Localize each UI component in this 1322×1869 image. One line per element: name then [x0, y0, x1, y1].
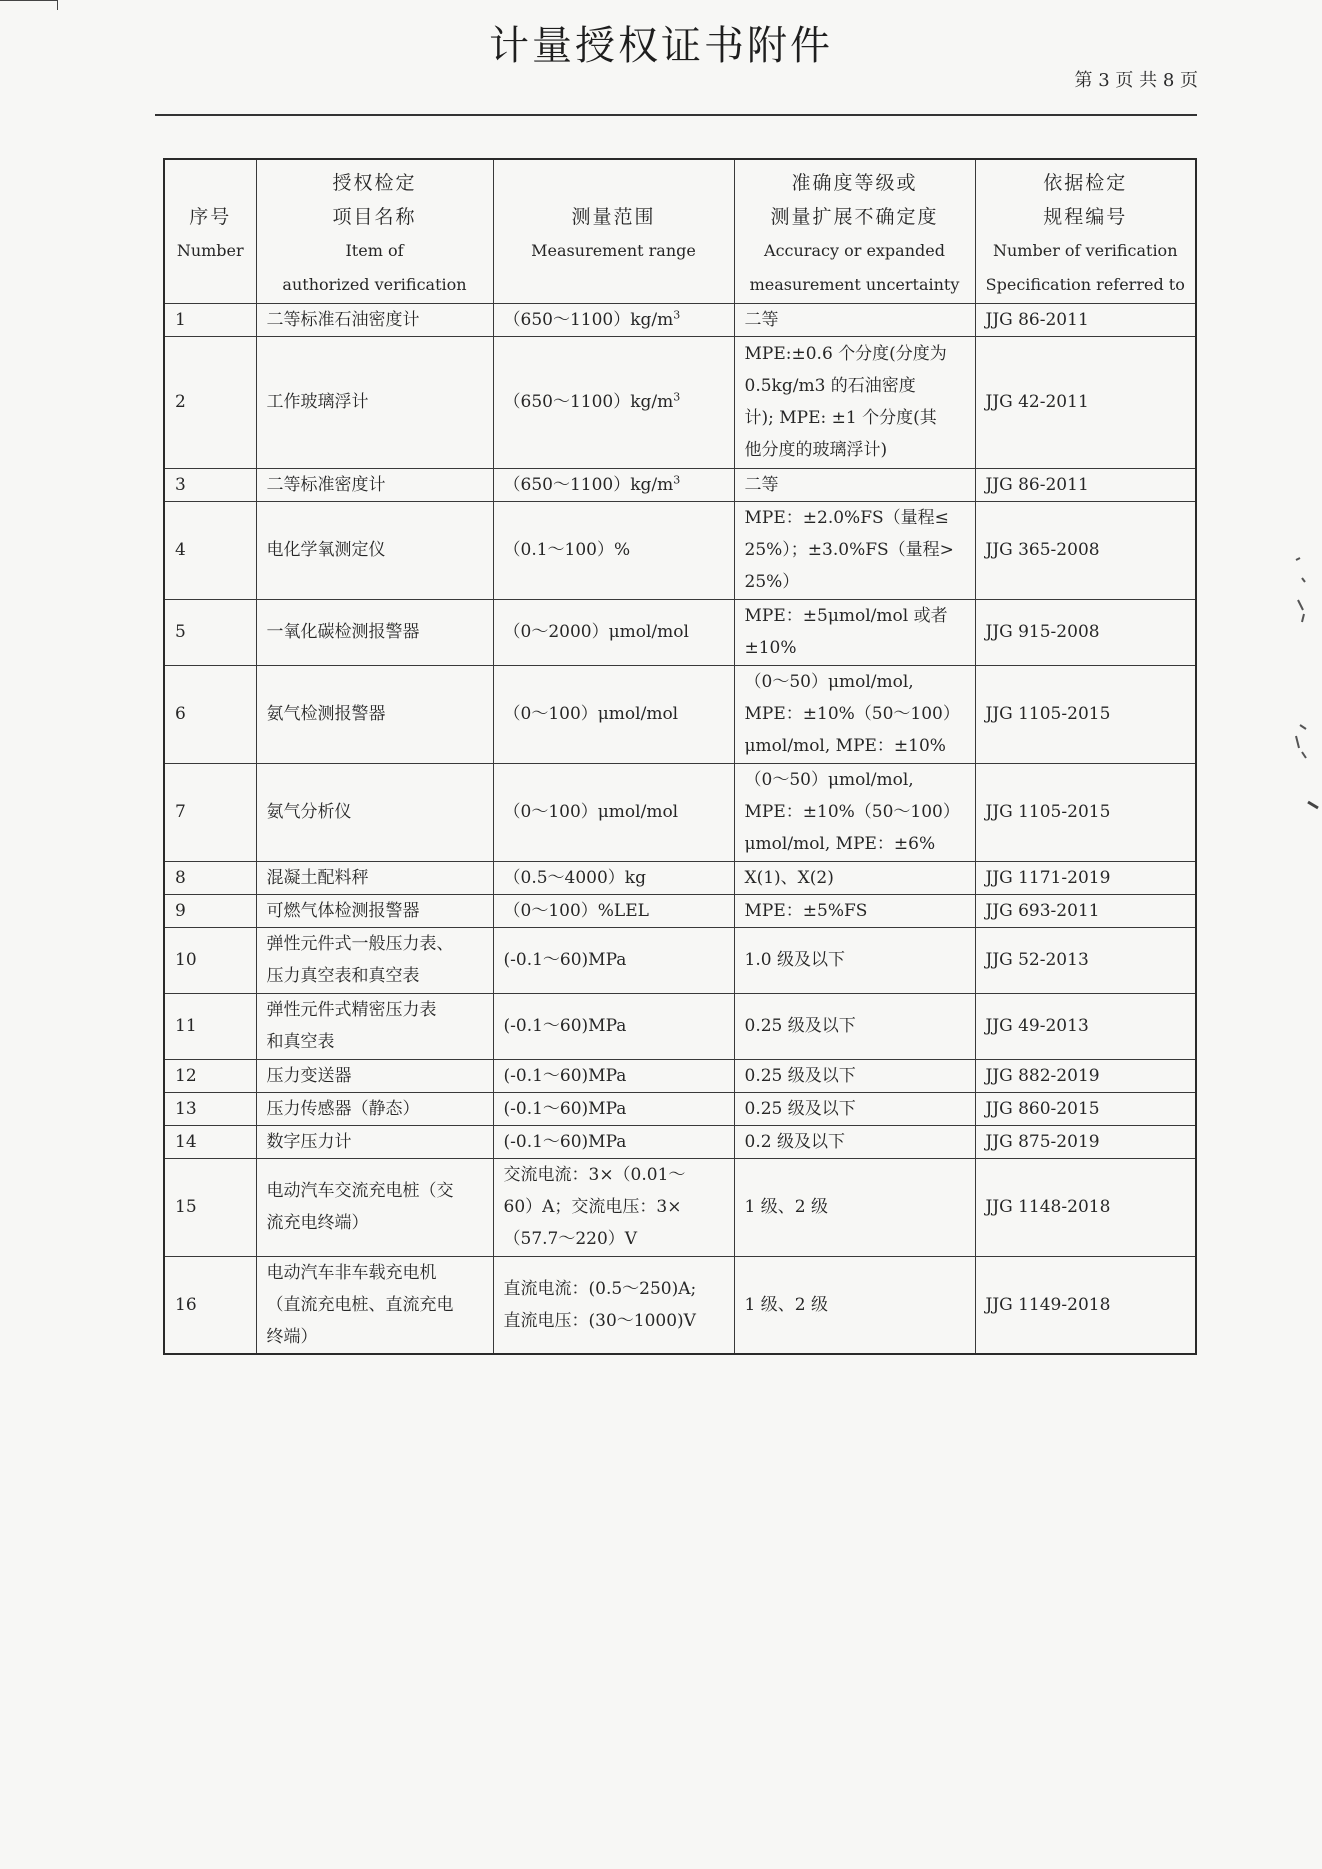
cell-item: 弹性元件式一般压力表、 压力真空表和真空表: [256, 927, 493, 993]
cell-range-text: （650～1100）kg/m: [503, 474, 674, 495]
document-title: 计量授权证书附件: [489, 23, 833, 69]
cell-spec: JJG 915-2008: [975, 599, 1196, 665]
cell-accuracy: MPE：±5%FS: [734, 894, 975, 927]
table-row: [164, 336, 1196, 468]
cell-item: 电化学氧测定仪: [256, 501, 493, 599]
header-number: [164, 159, 256, 303]
cell-range-text: （650～1100）kg/m: [503, 309, 674, 330]
table-header-row: [164, 159, 1196, 303]
cell-accuracy: 0.25 级及以下: [734, 993, 975, 1059]
cell-range: [493, 861, 734, 894]
cell-item: 工作玻璃浮计: [256, 336, 493, 468]
cell-accuracy: MPE:±0.6 个分度(分度为 0.5kg/m3 的石油密度 计); MPE: ±1 个分度(其 他分度的玻璃浮计): [734, 336, 975, 468]
header-accuracy: [734, 159, 975, 303]
cell-spec: JJG 875-2019: [975, 1125, 1196, 1158]
cell-range: [493, 763, 734, 861]
cell-item: 压力传感器（静态）: [256, 1092, 493, 1125]
cell-number: 15: [164, 1158, 256, 1256]
header-range-cn: 测量范围: [571, 206, 656, 229]
header-item: [256, 159, 493, 303]
cell-spec: JJG 1105-2015: [975, 763, 1196, 861]
cell-number: 11: [164, 993, 256, 1059]
authorization-table: [163, 158, 1197, 1355]
header-spec: [975, 159, 1196, 303]
cell-item: 电动汽车交流充电桩（交 流充电终端）: [256, 1158, 493, 1256]
cell-spec: JJG 86-2011: [975, 468, 1196, 501]
cell-spec: JJG 1149-2018: [975, 1256, 1196, 1354]
cell-number: 10: [164, 927, 256, 993]
cell-spec: JJG 693-2011: [975, 894, 1196, 927]
table-row: [164, 763, 1196, 861]
table-row: [164, 501, 1196, 599]
cell-spec: JJG 860-2015: [975, 1092, 1196, 1125]
cell-range-text: （0～100）μmol/mol: [503, 704, 679, 724]
cell-range: [493, 993, 734, 1059]
table-row: [164, 468, 1196, 501]
cell-number: 16: [164, 1256, 256, 1354]
cell-number: 7: [164, 763, 256, 861]
table-row: [164, 1256, 1196, 1354]
cell-range-text: (-0.1～60)MPa: [503, 1098, 627, 1119]
cell-accuracy: MPE：±2.0%FS（量程≤ 25%）；±3.0%FS（量程> 25%）: [734, 501, 975, 599]
cell-range-text: （650～1100）kg/m: [503, 392, 674, 412]
cell-number: 14: [164, 1125, 256, 1158]
cell-spec: JJG 42-2011: [975, 336, 1196, 468]
cell-range: [493, 1125, 734, 1158]
header-number-cn: 序号: [189, 206, 232, 229]
cell-item: 氨气检测报警器: [256, 665, 493, 763]
scan-corner-tick: [57, 0, 58, 10]
cell-range: [493, 894, 734, 927]
cell-range-sup: 3: [673, 307, 681, 321]
table-row: [164, 1125, 1196, 1158]
cell-range: [493, 1092, 734, 1125]
cell-range: [493, 665, 734, 763]
cell-spec: JJG 1171-2019: [975, 861, 1196, 894]
table-row: [164, 894, 1196, 927]
cell-accuracy: X(1)、X(2): [734, 861, 975, 894]
header-spec-en: Number of verification Specification referred to: [985, 241, 1185, 295]
cell-range-text: (-0.1～60)MPa: [503, 950, 627, 970]
cell-range: [493, 599, 734, 665]
cell-accuracy: 0.25 级及以下: [734, 1092, 975, 1125]
cell-accuracy: 二等: [734, 468, 975, 501]
cell-range-text: 交流电流：3×（0.01～ 60）A；交流电压：3× （57.7～220）V: [503, 1165, 686, 1249]
cell-spec: JJG 1148-2018: [975, 1158, 1196, 1256]
cell-item: 二等标准密度计: [256, 468, 493, 501]
cell-range: [493, 303, 734, 336]
cell-accuracy: （0～50）μmol/mol, MPE：±10%（50～100） μmol/mol, MPE：±6%: [734, 763, 975, 861]
cell-range-sup: 3: [673, 390, 681, 404]
cell-accuracy: 二等: [734, 303, 975, 336]
cell-accuracy: 0.25 级及以下: [734, 1059, 975, 1092]
cell-accuracy: 0.2 级及以下: [734, 1125, 975, 1158]
cell-range: [493, 1059, 734, 1092]
cell-accuracy: MPE：±5μmol/mol 或者 ±10%: [734, 599, 975, 665]
page-indicator: 第 3 页 共 8 页: [1074, 70, 1198, 91]
cell-number: 8: [164, 861, 256, 894]
table-row: [164, 861, 1196, 894]
cell-number: 3: [164, 468, 256, 501]
table-row: [164, 1158, 1196, 1256]
cell-accuracy: （0～50）μmol/mol, MPE：±10%（50～100） μmol/mol, MPE：±10%: [734, 665, 975, 763]
cell-range-text: (-0.1～60)MPa: [503, 1131, 627, 1152]
cell-range-text: 直流电流：(0.5～250)A; 直流电压：(30～1000)V: [503, 1278, 697, 1331]
table-row: [164, 303, 1196, 336]
cell-accuracy: 1 级、2 级: [734, 1158, 975, 1256]
cell-spec: JJG 365-2008: [975, 501, 1196, 599]
header-accuracy-en: Accuracy or expanded measurement uncertainty: [749, 241, 960, 295]
cell-range-text: （0.1～100）%: [503, 540, 631, 560]
cell-number: 5: [164, 599, 256, 665]
header-accuracy-cn: 准确度等级或 测量扩展不确定度: [770, 172, 939, 229]
cell-spec: JJG 882-2019: [975, 1059, 1196, 1092]
header-number-en: Number: [176, 241, 244, 261]
cell-range-text: （0～2000）μmol/mol: [503, 622, 689, 642]
cell-number: 9: [164, 894, 256, 927]
cell-range: [493, 1158, 734, 1256]
cell-item: 弹性元件式精密压力表 和真空表: [256, 993, 493, 1059]
table-row: [164, 993, 1196, 1059]
cell-spec: JJG 86-2011: [975, 303, 1196, 336]
cell-item: 氨气分析仪: [256, 763, 493, 861]
cell-accuracy: 1.0 级及以下: [734, 927, 975, 993]
cell-range: [493, 927, 734, 993]
header-spec-cn: 依据检定 规程编号: [1043, 172, 1128, 229]
cell-item: 数字压力计: [256, 1125, 493, 1158]
header-item-en: Item of authorized verification: [282, 241, 467, 295]
table-row: [164, 927, 1196, 993]
table-row: [164, 1059, 1196, 1092]
cell-accuracy: 1 级、2 级: [734, 1256, 975, 1354]
cell-number: 12: [164, 1059, 256, 1092]
cell-item: 二等标准石油密度计: [256, 303, 493, 336]
cell-range: [493, 468, 734, 501]
header-item-cn: 授权检定 项目名称: [332, 172, 417, 229]
cell-number: 2: [164, 336, 256, 468]
table-row: [164, 665, 1196, 763]
cell-number: 4: [164, 501, 256, 599]
cell-range: [493, 501, 734, 599]
cell-spec: JJG 52-2013: [975, 927, 1196, 993]
table-row: [164, 1092, 1196, 1125]
cell-range-text: （0.5～4000）kg: [503, 867, 646, 888]
cell-item: 可燃气体检测报警器: [256, 894, 493, 927]
header-rule: [155, 114, 1197, 116]
scan-corner-mark: [0, 0, 58, 1]
cell-item: 一氧化碳检测报警器: [256, 599, 493, 665]
header-range-en: Measurement range: [531, 241, 696, 261]
cell-number: 13: [164, 1092, 256, 1125]
cell-spec: JJG 49-2013: [975, 993, 1196, 1059]
cell-number: 6: [164, 665, 256, 763]
cell-range-text: (-0.1～60)MPa: [503, 1016, 627, 1036]
cell-range-sup: 3: [673, 472, 681, 486]
cell-range-text: （0～100）%LEL: [503, 900, 649, 921]
cell-range-text: （0～100）μmol/mol: [503, 802, 679, 822]
cell-item: 压力变送器: [256, 1059, 493, 1092]
cell-range: [493, 336, 734, 468]
cell-spec: JJG 1105-2015: [975, 665, 1196, 763]
table-row: [164, 599, 1196, 665]
header-range: [493, 159, 734, 303]
scan-artifacts: [1282, 540, 1322, 840]
cell-range-text: (-0.1～60)MPa: [503, 1065, 627, 1086]
cell-number: 1: [164, 303, 256, 336]
cell-range: [493, 1256, 734, 1354]
cell-item: 电动汽车非车载充电机 （直流充电桩、直流充电 终端）: [256, 1256, 493, 1354]
cell-item: 混凝土配料秤: [256, 861, 493, 894]
